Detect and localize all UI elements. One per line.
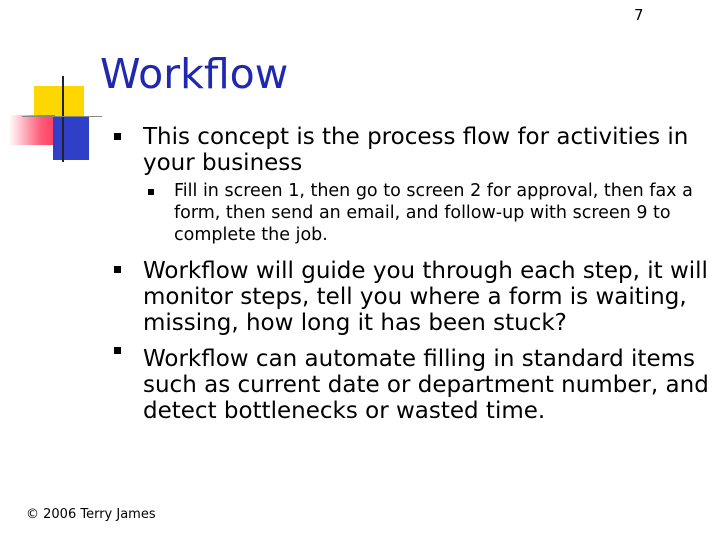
vertical-rule	[62, 76, 64, 162]
bullet-3-text: Workflow can automate filling in standard items such as current date or department number, and detect bottlenecks or wasted time.	[143, 346, 709, 424]
bullet-marker	[114, 266, 121, 273]
bullet-marker	[114, 133, 121, 140]
blue-square	[53, 116, 89, 160]
slide-number: 7	[634, 6, 644, 24]
slide-title: Workflow	[100, 50, 289, 98]
bullet-1-text: This concept is the process flow for activities in your business	[143, 124, 689, 176]
sub-bullet-marker	[148, 189, 154, 195]
red-gradient-bar	[9, 115, 55, 145]
copyright-footer: © 2006 Terry James	[26, 507, 156, 522]
bullet-marker	[114, 347, 121, 354]
horizontal-rule	[22, 116, 102, 117]
bullet-2-text: Workflow will guide you through each step, it will monitor steps, tell you where a form is waiting, missing, how long it has been stuck?	[143, 258, 708, 336]
sub-bullet-1-text: Fill in screen 1, then go to screen 2 for approval, then fax a form, then send an email, and follow-up with screen 9 to complete the job.	[174, 181, 693, 245]
